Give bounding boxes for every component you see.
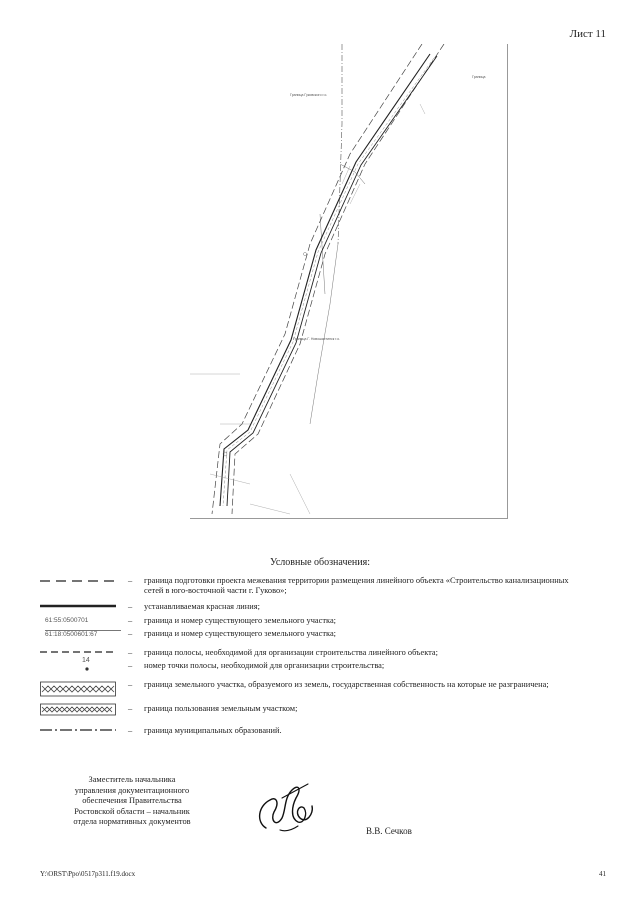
dash-dot-line-icon	[40, 727, 116, 733]
legend-item: – граница подготовки проекта межевания территории размещения линейного объекта «Строительство канализационных сетей в юго-восточной части г. Гуково»;	[40, 576, 600, 596]
map-label: Граница Г. Новошахтинск г.о.	[293, 337, 341, 341]
legend-text: граница пользования земельным участком;	[144, 704, 298, 713]
point-number: 14	[82, 657, 90, 664]
map-detail	[190, 104, 425, 514]
red-line	[220, 54, 430, 506]
construction-strip	[223, 58, 434, 506]
hatched-band-2-icon	[40, 703, 116, 717]
file-path: Y:\ORST\Ppo\0517p311.f19.docx	[40, 870, 136, 878]
map-detail	[340, 164, 365, 184]
red-line	[227, 56, 437, 506]
legend-text: граница подготовки проекта межевания территории размещения линейного объекта «Строительство канализационных сетей в юго-восточной части г. Гуково»;	[144, 576, 569, 595]
map-label: Граница	[472, 75, 486, 79]
legend-text: номер точки полосы, необходимой для организации строительства;	[144, 661, 385, 670]
legend-text: устанавливаемая красная линия;	[144, 602, 260, 611]
signatory-name: В.В. Сечков	[366, 826, 412, 836]
solid-red-line-icon	[40, 603, 116, 609]
map-drawing	[190, 44, 508, 519]
legend-text: граница муниципальных образований.	[144, 726, 282, 735]
legend-title: Условные обозначения:	[269, 557, 370, 568]
cadastral-parcel-number: 61:18:0500601:67	[45, 630, 121, 639]
short-dash-line-icon	[40, 649, 116, 655]
legend-text: граница и номер существующего земельного участка;	[144, 616, 337, 625]
long-dash-line-icon	[40, 578, 116, 584]
handwritten-signature	[252, 778, 322, 840]
sheet-label: Лист 11	[569, 28, 606, 40]
parcel-line	[310, 244, 338, 424]
legend-text: граница и номер существующего земельного участка;	[144, 629, 337, 638]
hatched-band-icon	[40, 680, 116, 698]
page-number: 41	[599, 870, 606, 878]
legend-item: – граница земельного участка, образуемого из земель, государственная собственность на которые не разграничена;	[40, 680, 600, 702]
project-boundary	[232, 44, 444, 514]
cadastral-block-number: 61:55:0500701	[45, 617, 89, 624]
map-label: Граница Гуковского г.о.	[290, 93, 328, 97]
point-marker	[304, 253, 307, 256]
project-boundary	[212, 44, 422, 514]
signatory-position: Заместитель начальника управления документационного обеспечения Правительства Ростовской области – начальник отдела нормативных документов	[73, 775, 191, 827]
legend-item: 14 – номер точки полосы, необходимой для организации строительства;	[40, 659, 600, 677]
legend-text: граница полосы, необходимой для организации строительства линейного объекта;	[144, 648, 438, 657]
legend-text: граница земельного участка, образуемого из земель, государственная собственность на которые не разграничена;	[144, 680, 549, 689]
